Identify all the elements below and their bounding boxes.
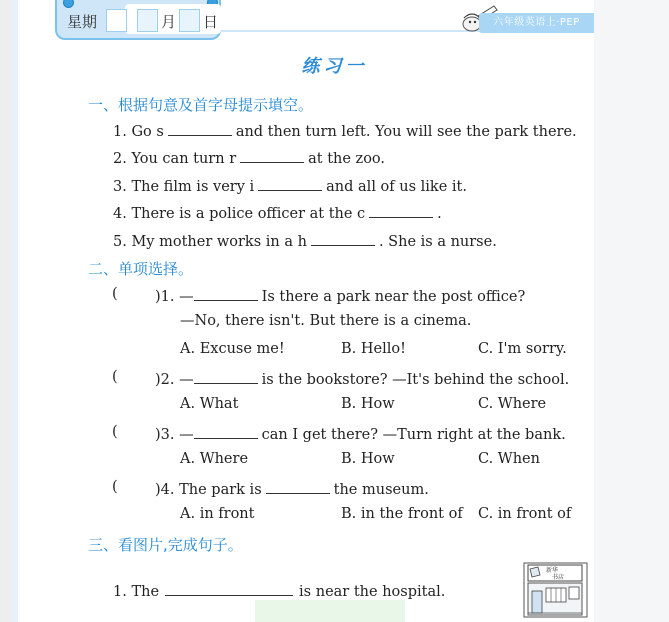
answer-blank[interactable] bbox=[194, 369, 258, 384]
weekday-label: 星期 bbox=[67, 13, 98, 31]
choice-question-2: )2. — is the bookstore? —It's behind the school. bbox=[155, 369, 569, 388]
answer-blank[interactable] bbox=[266, 479, 330, 494]
day-box[interactable] bbox=[179, 9, 200, 32]
option-4c[interactable]: C. in front of bbox=[478, 506, 572, 522]
fill-item-5: 5. My mother works in a h . She is a nurse. bbox=[113, 231, 497, 250]
sign-text-bottom: 书店 bbox=[552, 574, 565, 581]
pin-icon bbox=[63, 0, 74, 8]
picture-item-1: 1. The is near the hospital. bbox=[113, 581, 445, 600]
option-3b[interactable]: B. How bbox=[341, 451, 395, 467]
watermark bbox=[255, 600, 405, 622]
sign-text-top: 新华 bbox=[546, 567, 559, 574]
answer-blank[interactable] bbox=[165, 581, 293, 596]
fill-item-2: 2. You can turn r at the zoo. bbox=[113, 148, 385, 167]
option-3c[interactable]: C. When bbox=[478, 451, 540, 467]
option-1c[interactable]: C. I'm sorry. bbox=[478, 341, 567, 357]
option-2b[interactable]: B. How bbox=[341, 396, 395, 412]
page-title: 练习一 bbox=[301, 56, 368, 77]
bookstore-picture bbox=[522, 561, 589, 619]
day-label: 日 bbox=[203, 13, 219, 31]
choice-question-3: )3. — can I get there? —Turn right at the bank. bbox=[155, 424, 566, 443]
fill-item-3: 3. The film is very i and all of us like it. bbox=[113, 176, 467, 195]
answer-blank[interactable] bbox=[194, 424, 258, 439]
date-tab bbox=[55, 0, 221, 40]
option-1b[interactable]: B. Hello! bbox=[341, 341, 406, 357]
option-4b[interactable]: B. in the front of bbox=[341, 506, 463, 522]
fill-item-1: 1. Go s and then turn left. You will see the park there. bbox=[113, 121, 577, 140]
section-1-heading: 一、根据句意及首字母提示填空。 bbox=[88, 96, 314, 114]
option-2a[interactable]: A. What bbox=[180, 396, 239, 412]
month-box[interactable] bbox=[137, 9, 158, 32]
answer-blank[interactable] bbox=[311, 231, 375, 246]
choice-question-1: )1. — Is there a park near the post office? bbox=[155, 286, 525, 305]
answer-blank[interactable] bbox=[258, 176, 322, 191]
option-2c[interactable]: C. Where bbox=[478, 396, 547, 412]
answer-blank[interactable] bbox=[369, 203, 433, 218]
weekday-box[interactable] bbox=[106, 9, 127, 32]
fill-item-4: 4. There is a police officer at the c . bbox=[113, 203, 442, 222]
question-1-reply: —No, there isn't. But there is a cinema. bbox=[180, 313, 472, 329]
option-4a[interactable]: A. in front bbox=[180, 506, 255, 522]
grade-tag: 六年级英语上·PEP bbox=[479, 13, 594, 33]
answer-paren[interactable]: ( bbox=[112, 424, 118, 440]
answer-paren[interactable]: ( bbox=[112, 479, 118, 495]
section-2-heading: 二、单项选择。 bbox=[88, 260, 194, 278]
answer-blank[interactable] bbox=[194, 286, 258, 301]
answer-paren[interactable]: ( bbox=[112, 369, 118, 385]
choice-question-4: )4. The park is the museum. bbox=[155, 479, 429, 498]
answer-paren[interactable]: ( bbox=[112, 286, 118, 302]
option-3a[interactable]: A. Where bbox=[180, 451, 249, 467]
section-3-heading: 三、看图片,完成句子。 bbox=[88, 536, 243, 554]
month-label: 月 bbox=[161, 13, 177, 31]
answer-blank[interactable] bbox=[240, 148, 304, 163]
right-margin bbox=[594, 0, 669, 622]
answer-blank[interactable] bbox=[168, 121, 232, 136]
option-1a[interactable]: A. Excuse me! bbox=[180, 341, 285, 357]
